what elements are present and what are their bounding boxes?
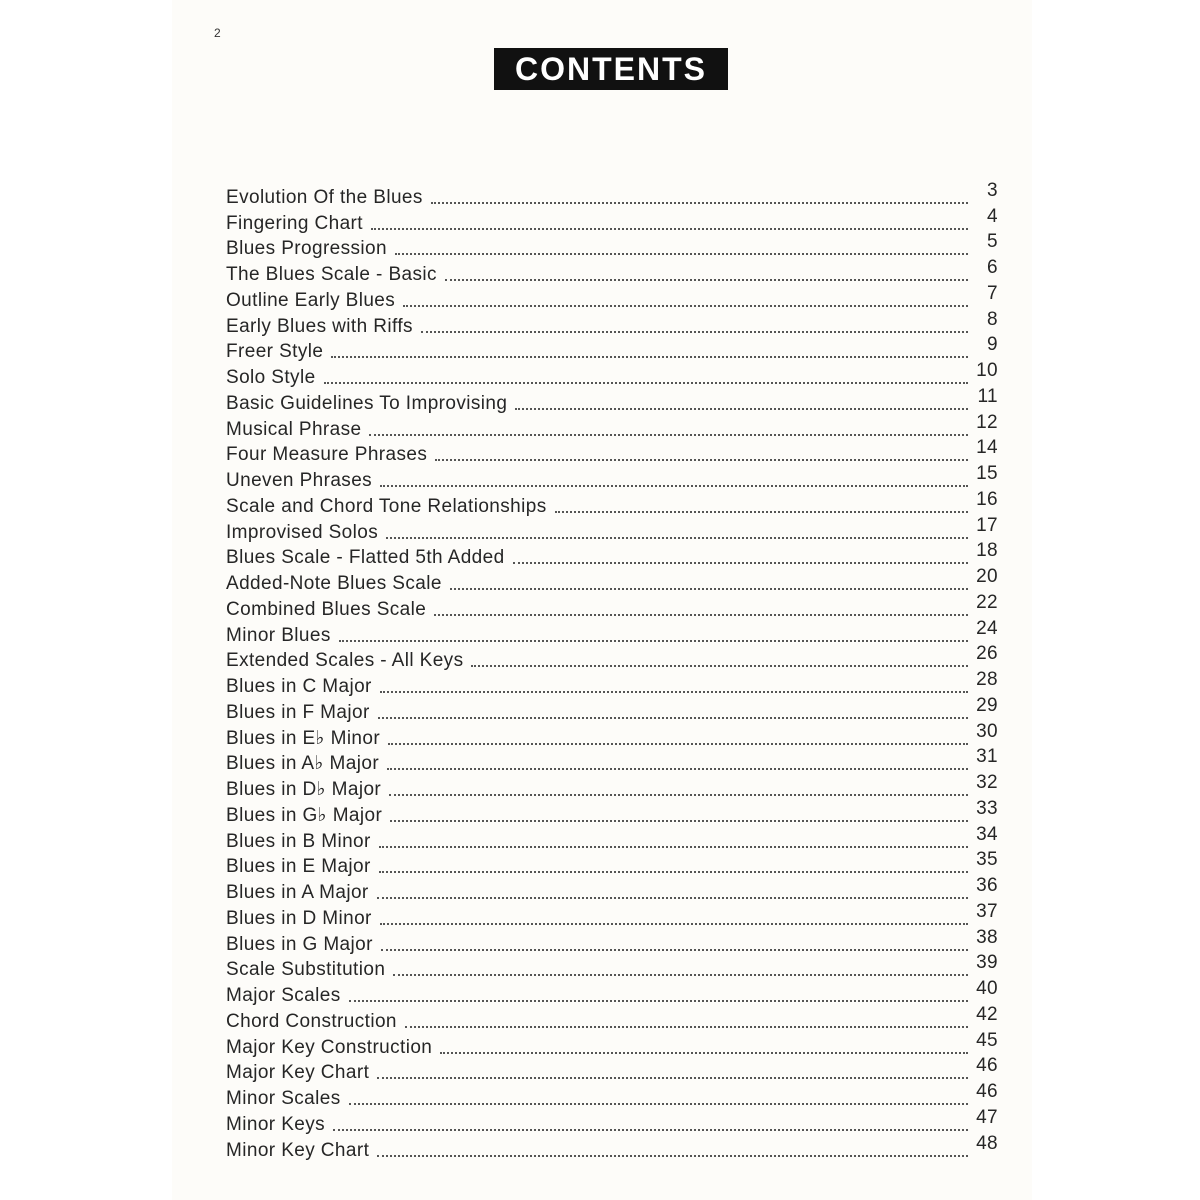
toc-entry-page: 20 xyxy=(976,566,998,587)
toc-entry xyxy=(226,411,998,441)
dot-leader xyxy=(371,228,968,230)
toc-entry-page: 17 xyxy=(976,514,998,536)
toc-entry xyxy=(226,1055,998,1085)
toc-entry-title: Uneven Phrases xyxy=(226,470,373,491)
dot-leader xyxy=(403,305,968,307)
toc-entry-page: 3 xyxy=(987,179,998,201)
page-number: 2 xyxy=(214,26,221,40)
dot-leader xyxy=(380,691,968,693)
toc-entry xyxy=(226,463,998,492)
toc-entry-page: 30 xyxy=(976,720,998,742)
toc-entry-title: Combined Blues Scale xyxy=(226,598,427,620)
toc-entry-title: Blues in F Major xyxy=(226,701,370,723)
toc-entry xyxy=(226,643,998,673)
dot-leader xyxy=(377,1155,968,1157)
dot-leader xyxy=(555,511,968,513)
toc-entry-page: 6 xyxy=(987,257,998,278)
toc-entry-page: 33 xyxy=(976,797,998,819)
toc-entry-page: 10 xyxy=(976,360,998,381)
toc-entry-title: Early Blues with Riffs xyxy=(226,315,413,337)
toc-entry-title: Solo Style xyxy=(226,367,316,388)
dot-leader xyxy=(333,1129,968,1131)
toc-entry-title: Blues in E Major xyxy=(226,856,371,878)
toc-entry xyxy=(226,179,998,209)
toc-entry xyxy=(226,1132,998,1162)
toc-entry-page: 24 xyxy=(976,617,998,639)
toc-entry xyxy=(226,952,998,982)
dot-leader xyxy=(471,665,968,667)
dot-leader xyxy=(431,202,968,204)
dot-leader xyxy=(386,537,968,539)
dot-leader xyxy=(324,382,968,384)
toc-entry-page: 46 xyxy=(976,1081,998,1102)
toc-entry xyxy=(226,875,998,904)
toc-entry-title: Evolution Of the Blues xyxy=(226,186,423,208)
dot-leader xyxy=(369,434,968,436)
toc-entry-title: Minor Blues xyxy=(226,624,331,646)
dot-leader xyxy=(379,846,968,848)
toc-entry-page: 31 xyxy=(976,746,998,768)
toc-entry-page: 18 xyxy=(976,540,998,562)
toc-entry xyxy=(226,566,998,595)
toc-entry xyxy=(226,308,998,338)
toc-entry xyxy=(226,849,998,879)
toc-entry-title: Blues in A♭ Major xyxy=(226,753,380,775)
dot-leader xyxy=(389,794,968,796)
toc-entry-title: Blues in E♭ Minor xyxy=(226,727,381,749)
toc-entry-page: 29 xyxy=(976,694,998,716)
toc-entry xyxy=(226,926,998,956)
toc-entry-page: 48 xyxy=(976,1132,998,1154)
toc-entry-title: Extended Scales - All Keys xyxy=(226,650,464,672)
dot-leader xyxy=(515,408,968,410)
toc-entry xyxy=(226,617,998,647)
toc-entry xyxy=(226,1003,998,1033)
dot-leader xyxy=(339,640,968,642)
toc-entry-title: Scale and Chord Tone Relationships xyxy=(226,495,547,517)
dot-leader xyxy=(381,949,968,951)
toc-entry xyxy=(226,720,998,750)
toc-entry-title: The Blues Scale - Basic xyxy=(226,264,437,285)
dot-leader xyxy=(380,923,968,925)
dot-leader xyxy=(440,1052,968,1054)
toc-entry xyxy=(226,385,998,415)
toc-entry-page: 15 xyxy=(976,463,998,484)
toc-entry-page: 7 xyxy=(987,282,998,304)
toc-entry-title: Blues Progression xyxy=(226,238,387,260)
dot-leader xyxy=(349,1000,968,1002)
toc-entry xyxy=(226,205,998,235)
toc-entry xyxy=(226,591,998,621)
toc-entry-page: 38 xyxy=(976,926,998,948)
toc-entry-title: Major Scales xyxy=(226,985,341,1006)
toc-entry xyxy=(226,231,998,261)
toc-entry-title: Blues in C Major xyxy=(226,676,372,697)
toc-entry-title: Blues Scale - Flatted 5th Added xyxy=(226,547,505,569)
toc-entry-page: 47 xyxy=(976,1106,998,1128)
toc-entry xyxy=(226,514,998,544)
dot-leader xyxy=(393,974,968,976)
toc-entry xyxy=(226,360,998,389)
dot-leader xyxy=(377,1077,968,1079)
table-of-contents xyxy=(226,179,998,1162)
dot-leader xyxy=(377,897,968,899)
dot-leader xyxy=(378,717,968,719)
toc-entry-title: Four Measure Phrases xyxy=(226,444,428,466)
toc-entry-title: Outline Early Blues xyxy=(226,289,396,311)
toc-entry xyxy=(226,797,998,827)
dot-leader xyxy=(434,614,968,616)
toc-entry-title: Improvised Solos xyxy=(226,521,379,543)
dot-leader xyxy=(435,459,968,461)
toc-entry-page: 16 xyxy=(976,488,998,510)
dot-leader xyxy=(395,253,968,255)
toc-entry-page: 32 xyxy=(976,772,998,793)
toc-entry-title: Chord Construction xyxy=(226,1010,397,1032)
toc-entry xyxy=(226,437,998,467)
toc-entry xyxy=(226,540,998,570)
dot-leader xyxy=(387,768,968,770)
toc-entry xyxy=(226,488,998,518)
toc-entry-title: Major Key Construction xyxy=(226,1036,433,1058)
toc-entry-page: 46 xyxy=(976,1055,998,1077)
toc-entry xyxy=(226,694,998,724)
toc-entry-title: Freer Style xyxy=(226,341,324,363)
dot-leader xyxy=(450,588,968,590)
toc-entry-title: Blues in G♭ Major xyxy=(226,804,383,826)
toc-entry-page: 12 xyxy=(976,411,998,433)
toc-entry xyxy=(226,282,998,312)
toc-entry-page: 22 xyxy=(976,591,998,613)
toc-entry-page: 42 xyxy=(976,1003,998,1025)
toc-entry-page: 11 xyxy=(977,385,998,407)
dot-leader xyxy=(513,562,968,564)
toc-entry-title: Basic Guidelines To Improvising xyxy=(226,392,508,414)
toc-entry-page: 14 xyxy=(976,437,998,459)
dot-leader xyxy=(380,485,968,487)
toc-entry-page: 5 xyxy=(987,231,998,253)
toc-entry-title: Blues in B Minor xyxy=(226,830,371,852)
toc-entry-page: 45 xyxy=(976,1029,998,1051)
toc-entry xyxy=(226,1029,998,1059)
toc-entry-page: 26 xyxy=(976,643,998,665)
toc-entry-title: Blues in D Minor xyxy=(226,907,372,929)
toc-entry-page: 36 xyxy=(976,875,998,896)
toc-entry-title: Minor Keys xyxy=(226,1113,326,1135)
toc-entry-title: Minor Scales xyxy=(226,1088,341,1109)
toc-entry xyxy=(226,823,998,853)
dot-leader xyxy=(379,871,968,873)
toc-entry xyxy=(226,669,998,698)
toc-entry-page: 37 xyxy=(976,900,998,922)
toc-entry-page: 4 xyxy=(987,205,998,227)
dot-leader xyxy=(390,820,968,822)
toc-entry-page: 9 xyxy=(987,334,998,356)
toc-entry-page: 8 xyxy=(987,308,998,330)
dot-leader xyxy=(405,1026,968,1028)
toc-entry-title: Blues in G Major xyxy=(226,933,373,955)
toc-entry-title: Scale Substitution xyxy=(226,959,386,981)
toc-entry xyxy=(226,900,998,930)
toc-entry-title: Musical Phrase xyxy=(226,418,362,440)
toc-entry xyxy=(226,772,998,801)
toc-entry-title: Blues in A Major xyxy=(226,882,369,903)
toc-entry-page: 39 xyxy=(976,952,998,974)
toc-entry xyxy=(226,746,998,776)
toc-entry xyxy=(226,1106,998,1136)
toc-entry-title: Added-Note Blues Scale xyxy=(226,573,442,594)
toc-entry xyxy=(226,978,998,1007)
dot-leader xyxy=(388,743,968,745)
dot-leader xyxy=(331,356,968,358)
toc-entry xyxy=(226,1081,998,1110)
toc-entry xyxy=(226,257,998,286)
toc-entry-title: Major Key Chart xyxy=(226,1062,370,1084)
contents-heading: CONTENTS xyxy=(494,48,728,90)
toc-entry-page: 35 xyxy=(976,849,998,871)
toc-entry xyxy=(226,334,998,364)
dot-leader xyxy=(349,1103,968,1105)
toc-entry-page: 34 xyxy=(976,823,998,845)
dot-leader xyxy=(445,279,968,281)
toc-entry-title: Blues in D♭ Major xyxy=(226,779,382,800)
toc-entry-page: 28 xyxy=(976,669,998,690)
dot-leader xyxy=(421,331,968,333)
toc-entry-title: Minor Key Chart xyxy=(226,1139,370,1161)
toc-entry-page: 40 xyxy=(976,978,998,999)
toc-entry-title: Fingering Chart xyxy=(226,212,363,234)
